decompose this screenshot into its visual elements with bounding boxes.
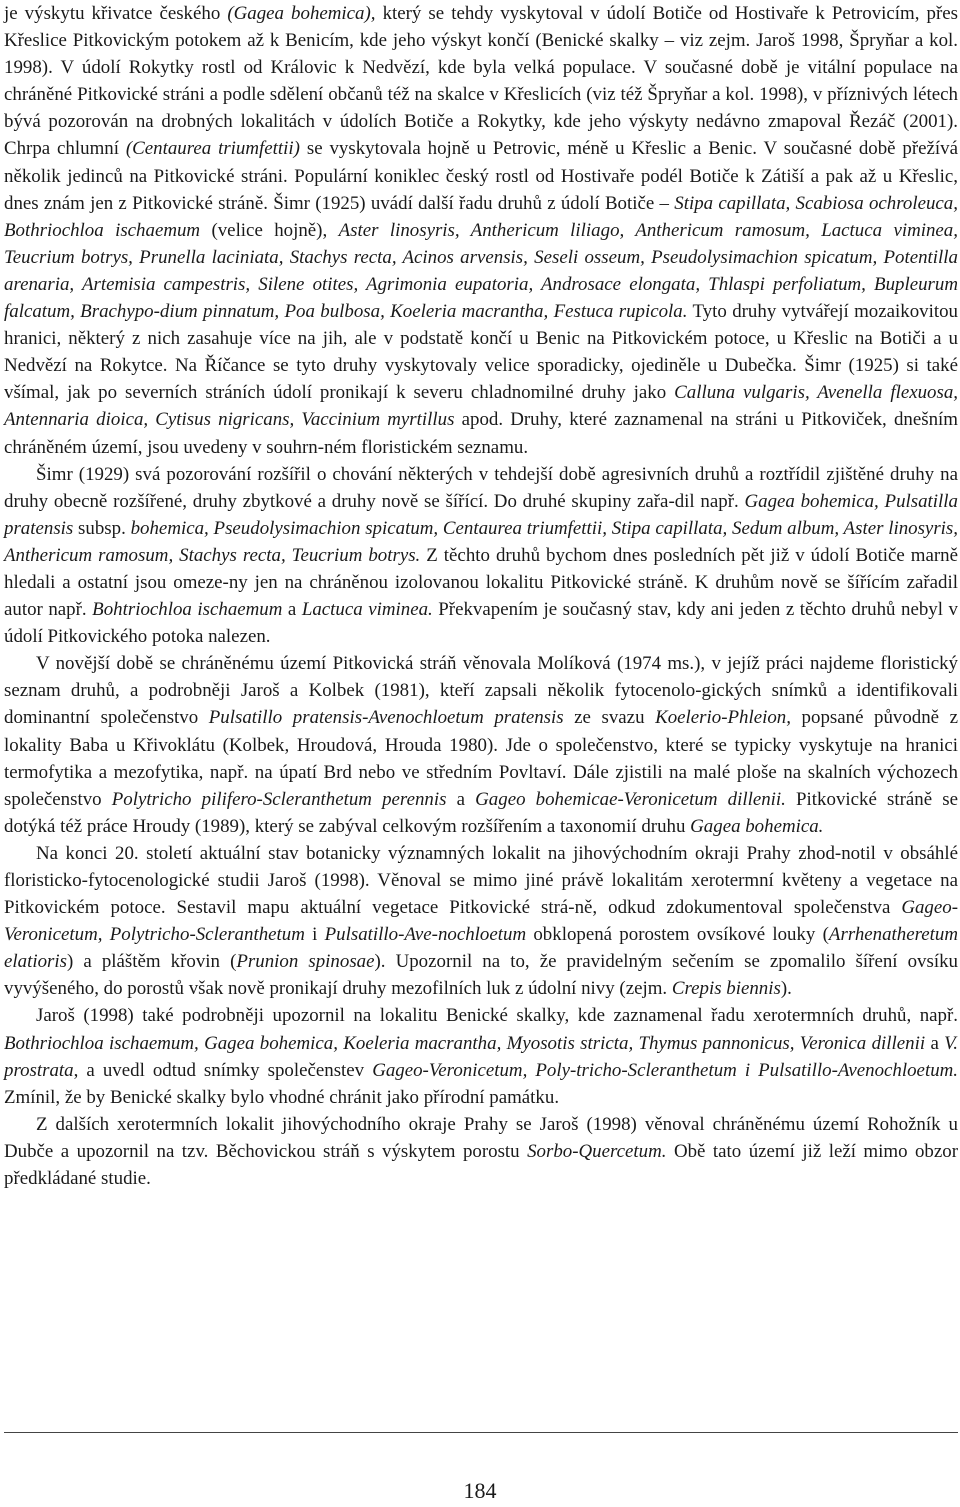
text-run: Pitkovické stráně se dotýká též práce Hroudy (1989), který se zabýval celkovým rozšířením a taxonomií druhu [4, 788, 958, 837]
italic-text: (Gagea bohemica), [227, 3, 376, 24]
text-run: ). Upozornil na to, že pravidelným sečením se zpomalilo šíření ovsíku vyvýšeného, do porostů však nově pronikají druhy mezofilních luk z údolní nivy (zejm. [4, 951, 958, 1000]
italic-text: Bohtriochloa ischaemum [92, 599, 283, 621]
italic-text: Crepis biennis [671, 978, 781, 1000]
italic-text: Lactuca viminea. [301, 599, 433, 621]
text-run: který se tehdy vyskytoval v údolí Botiče od Hostivaře k Petrovicím, přes Křeslice Pitkovickým potokem až k Benicím, kde jeho výskyt končí (Benické skalky – viz zejm. Jaroš 1998, Špryňar a kol. 1998). V údolí Rokytky rostl od Královic k Nedvězí, kde byla velká populace. V současné době je vitální populace na chráněné Pitkovické stráni a podle sdělení občanů též na skalce v Křeslicích (viz též Špryňar a kol. 1998), v příznivých létech bývá pozorován na drobných lokalitách v údolích Botiče a Rokytky, kde jeho výskyty nedávno zmapoval Řezáč (2001). Chrpa chlumní [4, 3, 958, 160]
text-run: Na konci 20. století aktuální stav botanicky významných lokalit na jihovýchodním okraji Prahy zhod-notil v obsáhlé floristicko-fytocenologické studii Jaroš (1998). Věnoval se mimo jiné právě lokalitám xerotermní květeny a vegetace na Pitkovickém potoce. Sestavil mapu aktuální vegetace Pitkovické strá-ně, odkud zdokumentoval společenstva [4, 842, 958, 919]
italic-text: Gageo-Veronicetum, Polytricho-Scleranthetum [4, 897, 958, 946]
text-run: i [304, 924, 325, 946]
paragraph [4, 650, 958, 840]
paragraph [4, 461, 958, 651]
footer-rule [4, 1432, 958, 1433]
text-run: Tyto druhy vytvářejí mozaikovitou hranici, některý z nich zasahuje více na jih, ale v podstatě končí u Benic na Pitkovickém potoce, u Křeslic na Botiči a u Nedvězí na Rokytce. Na Říčance se tyto druhy vyskytovaly velice sporadicky, ojediněle u Dubečka. Šimr (1925) si také všímal, jak po severních stráních údolí pronikají k severu chladnomilné druhy jako [4, 301, 958, 404]
text-run: obklopená porostem ovsíkové louky ( [526, 924, 829, 946]
text-run: Zmínil, že by Benické skalky bylo vhodné chránit jako přírodní památku. [4, 1086, 560, 1108]
italic-text: bohemica, Pseudolysimachion spicatum, Centaurea triumfettii, Stipa capillata, Sedum album, Aster linosyris, Anthericum ramosum, Stachys recta, Teucrium botrys. [4, 517, 958, 566]
text-run: a [925, 1032, 945, 1054]
text-run: Překvapením je současný stav, kdy ani jeden z těchto druhů nebyl v údolí Pitkovického potoka nalezen. [4, 599, 958, 648]
paragraph [4, 1111, 958, 1192]
italic-text: Gageo bohemicae-Veronicetum dillenii. [475, 788, 786, 810]
italic-text: Bothriochloa ischaemum, Gagea bohemica, Koeleria macrantha, Myosotis stricta, Thymus pannonicus, Veronica dillenii [4, 1032, 926, 1054]
text-run: popsané původně z lokality Baba u Křivoklátu (Kolbek, Hroudová, Hrouda 1980). Jde o společenstvo, které se typicky vyskytuje na hranici termofytika a mezofytika, např. na úpatí Brd nebo ve středním Povltaví. Dále zjistili na malé ploše na skalních výchozech společenstvo [4, 707, 959, 810]
italic-text: Gagea bohemica. [690, 815, 824, 837]
text-run: ). [780, 978, 792, 1000]
text-run: je výskytu křivatce českého [4, 3, 228, 24]
text-run: , a uvedl odtud snímky společenstev [73, 1059, 373, 1081]
text-run: se vyskytovala hojně u Petrovic, méně u Křeslic a Benic. V současné době přežívá několik jedinců na Pitkovické stráni. Populární koniklec český rostl od Hostivaře podél Botiče k Zátiší a pak až u Křeslic, dnes znám jen z Pitkovické stráně. Šimr (1925) uvádí další řadu druhů z údolí Botiče – [4, 138, 959, 214]
italic-text: (Centaurea triumfettii) [125, 138, 300, 160]
text-run: Šimr (1929) svá pozorování rozšířil o chování některých v tehdejší době agresivních druhů a roztřídil zjištěné druhy na druhy obecně rozšířené, druhy zbytkové a druhy nově se šířící. Do druhé skupiny zařa-dil např. [4, 463, 958, 512]
italic-text: V. prostrata [4, 1032, 958, 1081]
italic-text: Polytricho pilifero-Scleranthetum perennis [111, 788, 447, 810]
paragraph [4, 840, 958, 1003]
italic-text: Aster linosyris, Anthericum liliago, Anthericum ramosum, Lactuca viminea, Teucrium botrys, Prunella laciniata, Stachys recta, Acinos arvensis, Seseli osseum, Pseudolysimachion spicatum, Potentilla arenaria, Artemisia campestris, Silene otites, Agrimonia eupatoria, Androsace elongata, Thlaspi perfoliatum, Bupleurum falcatum, Brachypo-dium pinnatum, Poa bulbosa, Koeleria macrantha, Festuca rupicola. [4, 219, 958, 323]
italic-text: Pulsatillo-Ave-nochloetum [324, 924, 527, 946]
text-run: V novější době se chráněnému území Pitkovická stráň věnovala Molíková (1974 ms.), v jejíž práci najdeme floristický seznam druhů, a podrobněji Jaroš a Kolbek (1981), kteří zapsali několik fytocenolo-gických snímků a identifikovali dominantní společenstvo [4, 653, 958, 729]
text-run: a [282, 599, 302, 621]
text-run: ze svazu [563, 707, 656, 729]
text-run: Z těchto druhů bychom dnes posledních pět již v údolí Botiče marně hledali a ostatní jsou omeze-ny jen na chráněnou izolovanou lokalitu Pitkovické stráně. K druhům nově se šířícím zařadil autor např. [4, 544, 958, 621]
paragraph [4, 1002, 958, 1110]
paragraph [4, 0, 958, 461]
text-run: (velice hojně), [200, 219, 339, 241]
body-text [4, 0, 958, 1192]
text-run: apod. Druhy, které zaznamenal na stráni u Pitkoviček, dnešním chráněném území, jsou uvedeny v souhrn-ném floristickém seznamu. [4, 409, 958, 458]
text-run: Obě tato území již leží mimo obzor předkládané studie. [4, 1140, 958, 1190]
italic-text: Pulsatillo pratensis-Avenochloetum pratensis [208, 707, 564, 729]
italic-text: Koelerio-Phleion, [655, 707, 791, 729]
text-run: subsp. [73, 517, 131, 539]
italic-text: Stipa capillata, Scabiosa ochroleuca, Bothriochloa ischaemum [4, 192, 958, 241]
text-run: a [446, 788, 476, 810]
page-number: 184 [463, 1478, 497, 1503]
italic-text: Arrhenatheretum elatioris [4, 924, 958, 973]
italic-text: Gagea bohemica, Pulsatilla pratensis [4, 490, 958, 539]
text-run: Jaroš (1998) také podrobněji upozornil na lokalitu Benické skalky, kde zaznamenal řadu xerotermních druhů, např. [36, 1005, 958, 1027]
text-run: Z dalších xerotermních lokalit jihovýchodního okraje Prahy se Jaroš (1998) věnoval chráněnému území Rohožník u Dubče a upozornil na tzv. Běchovickou stráň s výskytem porostu [4, 1113, 958, 1162]
italic-text: Sorbo-Quercetum. [527, 1140, 667, 1162]
italic-text: Calluna vulgaris, Avenella flexuosa, Antennaria dioica, Cytisus nigricans, Vaccinium myrtillus [4, 382, 958, 431]
text-run: ) a pláštěm křovin ( [66, 951, 237, 973]
italic-text: Prunion spinosae [236, 951, 375, 973]
italic-text: Gageo-Veronicetum, Poly-tricho-Scleranthetum i Pulsatillo-Avenochloetum. [372, 1059, 959, 1081]
